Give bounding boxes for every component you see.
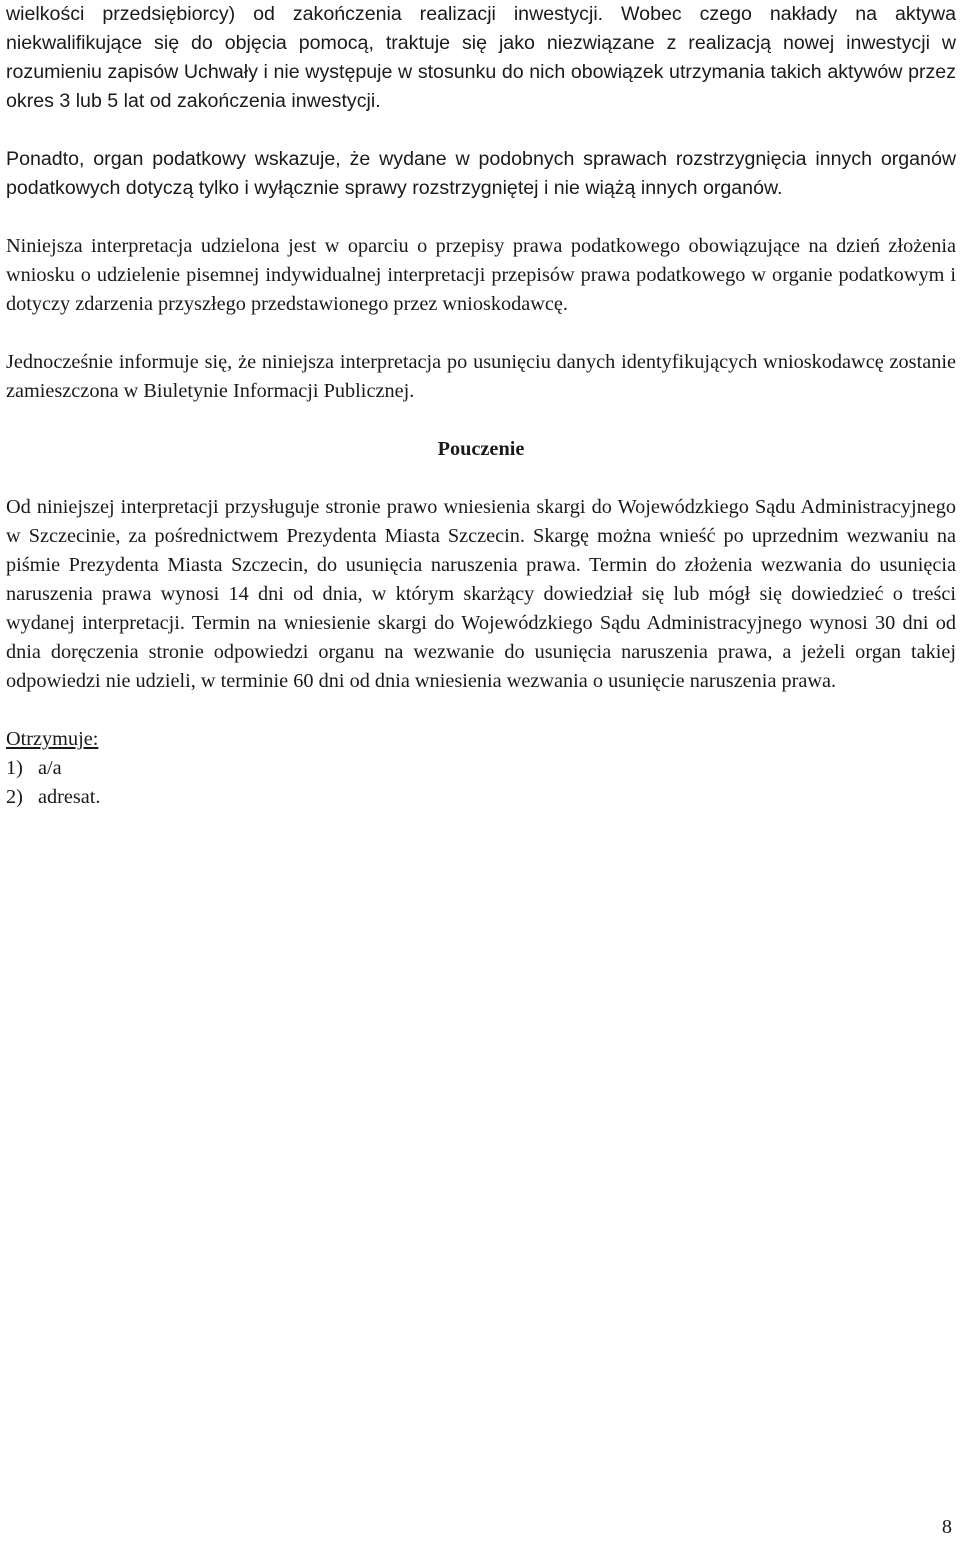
section-heading-instruction: Pouczenie (437, 438, 525, 460)
recipient-text: adresat. (38, 786, 101, 808)
recipient-item (6, 754, 956, 783)
document-page (6, 0, 956, 812)
paragraph-aid-assets: wielkości przedsiębiorcy) od zakończenia realizacji inwestycji. Wobec czego nakłady na aktywa niekwalifikujące się do objęcia pomocą, traktuje się jako niezwiązane z realizacją nowej inwestycji w rozumieniu zapisów Uchwały i nie występuje w stosunku do nich obowiązek utrzymania takich aktywów przez okres 3 lub 5 lat od zakończenia inwestycji. (6, 3, 956, 112)
page-number: 8 (941, 1516, 952, 1538)
paragraph-interpretation-basis: Niniejsza interpretacja udzielona jest w oparciu o przepisy prawa podatkowego obowiązujące na dzień złożenia wniosku o udzielenie pisemnej indywidualnej interpretacji przepisów prawa podatkowego w organie podatkowym i dotyczy zdarzenia przyszłego przedstawionego przez wnioskodawcę. (6, 235, 956, 315)
recipient-item (6, 783, 956, 812)
recipient-number: 2) (6, 786, 23, 808)
paragraph-other-rulings: Ponadto, organ podatkowy wskazuje, że wydane w podobnych sprawach rozstrzygnięcia innych organów podatkowych dotyczą tylko i wyłącznie sprawy rozstrzygniętej i nie wiążą innych organów. (6, 148, 956, 199)
paragraph-appeal-instruction: Od niniejszej interpretacji przysługuje stronie prawo wniesienia skargi do Wojewódzkiego Sądu Administracyjnego w Szczecinie, za pośrednictwem Prezydenta Miasta Szczecin. Skargę można wnieść po uprzednim wezwaniu na piśmie Prezydenta Miasta Szczecin, do usunięcia naruszenia prawa. Termin do złożenia wezwania do usunięcia naruszenia prawa wynosi 14 dni od dnia, w którym skarżący dowiedział się lub mógł się dowiedzieć o treści wydanej interpretacji. Termin na wniesienie skargi do Wojewódzkiego Sądu Administracyjnego wynosi 30 dni od dnia doręczenia stronie odpowiedzi organu na wezwanie do usunięcia naruszenia prawa, a jeżeli organ takiej odpowiedzi nie udzieli, w terminie 60 dni od dnia wniesienia wezwania o usunięcie naruszenia prawa. (6, 496, 956, 692)
recipient-number: 1) (6, 757, 23, 779)
paragraph-publication-notice: Jednocześnie informuje się, że niniejsza interpretacja po usunięciu danych identyfikujących wnioskodawcę zostanie zamieszczona w Biuletynie Informacji Publicznej. (6, 351, 956, 402)
recipients-label: Otrzymuje: (6, 728, 99, 750)
recipient-text: a/a (38, 757, 62, 779)
